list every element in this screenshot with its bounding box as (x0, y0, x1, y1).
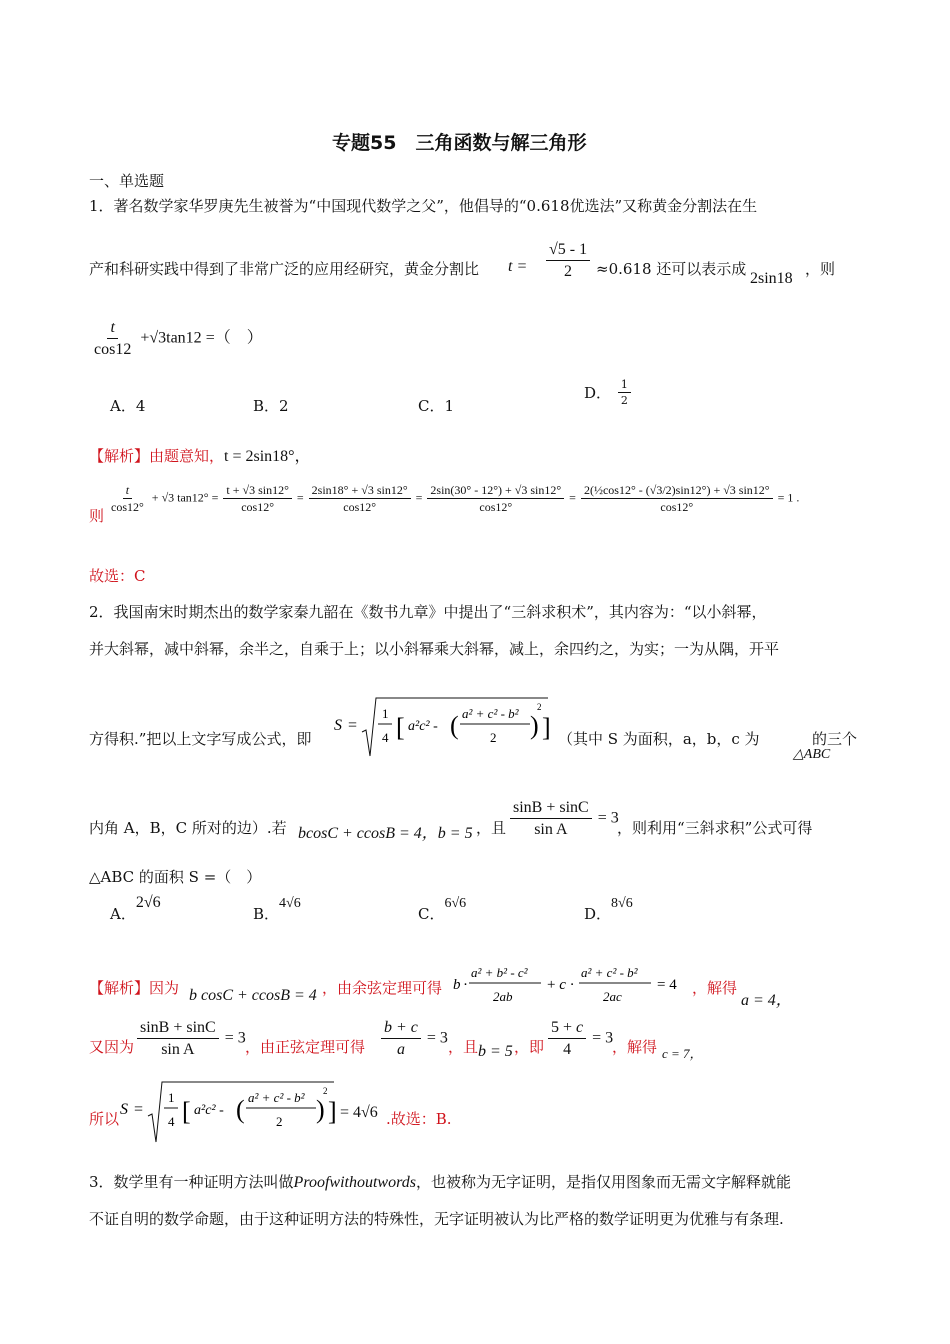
q1-line2-mid: ≈0.618 还可以表示成 (596, 260, 747, 278)
q2-cosine-law (453, 963, 693, 1012)
svg-text:b: b (453, 977, 461, 993)
svg-text:): ) (530, 711, 539, 740)
svg-text:2: 2 (276, 1114, 283, 1129)
q2-option-d[interactable]: D．8√6 (584, 896, 633, 923)
page-title: 专题55 三角函数与解三角形 (332, 132, 587, 154)
q1-option-c[interactable]: C．1 (418, 397, 455, 415)
q2-line1: 2．我国南宋时期杰出的数学家秦九韶在《数书九章》中提出了“三斜求积术”，其内容为：“以小斜幂， (89, 603, 767, 621)
q2-j3-formula (120, 1080, 340, 1144)
svg-text:1: 1 (168, 1090, 175, 1105)
q2-triangle: △ABC (793, 747, 831, 762)
q2-j2-eq: $\frac{5 + c}{4}$ = 3 (546, 1018, 613, 1059)
q2-j3-pre: 所以 (89, 1110, 120, 1128)
q2-line2: 并大斜幂，减中斜幂，余半之，自乘于上；以小斜幂乘大斜幂，减上，余四约之，为实；一为从隅，开平 (89, 640, 780, 658)
svg-text:]: ] (328, 1097, 337, 1126)
q2-cond2: $\frac{\sin B + \sin C}{\text{sin A}}$ = 3 (508, 798, 619, 839)
q2-jiexi-expr: b cosC + ccosB = 4 (189, 987, 317, 1004)
q2-j2-ji: ，即 (514, 1038, 545, 1056)
svg-text:+ c ·: + c · (547, 977, 575, 993)
svg-text:a²c² -: a²c² - (408, 719, 438, 734)
q1-golden-ratio: $\frac{√5 - 1}{2}$ (544, 240, 592, 281)
q1-stem: $\frac{t}{\cos 12}$ +√3tan12 =（ ） (94, 319, 263, 359)
section-heading: 一、单选题 (89, 172, 165, 190)
svg-text:a² + b² - c²: a² + b² - c² (471, 965, 528, 980)
q1-option-d[interactable]: D． $\frac{1}{2}$ (584, 378, 633, 407)
svg-text:a² + c² - b²: a² + c² - b² (248, 1090, 305, 1105)
svg-text:·: · (463, 977, 468, 993)
svg-text:4: 4 (382, 730, 389, 745)
q2-line3-post: （其中 S 为面积，a，b，c 为 (558, 730, 760, 748)
svg-text:=: = (134, 1101, 144, 1118)
q1-t-eq: t = (508, 258, 528, 275)
q2-j2-c: c = 7， (662, 1046, 703, 1061)
q2-line3-end: 的三个 (812, 730, 858, 748)
q2-option-a[interactable]: A．2√6 (110, 894, 161, 923)
q2-j3-result: = 4√6 (340, 1104, 378, 1121)
svg-text:(: ( (450, 711, 459, 740)
q2-j2-pre: 又因为 (89, 1038, 135, 1056)
svg-text:1: 1 (382, 706, 389, 721)
svg-text:4: 4 (168, 1114, 175, 1129)
q2-line4-post: ，则利用“三斜求积”公式可得 (617, 819, 813, 837)
svg-text:a² + c² - b²: a² + c² - b² (462, 706, 519, 721)
q1-sin18-expr: 2sin18 (750, 270, 793, 287)
svg-text:=: = (348, 717, 358, 734)
svg-text:]: ] (542, 713, 551, 742)
q1-ze: 则 (89, 507, 105, 525)
svg-text:2ab: 2ab (493, 989, 513, 1004)
q2-j2-b: b = 5 (478, 1043, 513, 1060)
q2-option-c[interactable]: C．6√6 (418, 896, 467, 923)
svg-text:S: S (120, 1101, 128, 1118)
q2-option-b[interactable]: B．4√6 (253, 896, 301, 923)
q1-line2-post: ，则 (805, 260, 836, 278)
q2-j2-qie: ，且 (448, 1038, 479, 1056)
q1-line1: 1．著名数学家华罗庚先生被誉为“中国现代数学之父”，他倡导的“0.618优选法”又称黄金分割法在生 (89, 197, 758, 215)
svg-text:2: 2 (490, 730, 497, 745)
q2-line3-pre: 方得积.”把以上文字写成公式，即 (89, 730, 312, 748)
q1-answer: 故选：C (89, 567, 146, 585)
q2-line4-pre: 内角 A，B，C 所对的边）.若 (89, 819, 287, 837)
q2-qie: ，且 (476, 819, 507, 837)
svg-text:= 4: = 4 (657, 977, 677, 993)
svg-text:(: ( (236, 1095, 245, 1124)
svg-text:S: S (334, 717, 342, 734)
svg-text:): ) (316, 1095, 325, 1124)
q2-j3-post: .故选：B. (386, 1110, 452, 1128)
q3-line2: 不证自明的数学命题，由于这种证明方法的特殊性，无字证明被认为比严格的数学证明更为优雅与有条理. (89, 1210, 784, 1228)
svg-text:2ac: 2ac (603, 989, 622, 1004)
svg-text:[: [ (396, 713, 405, 742)
q2-jiexi-a: a = 4， (741, 992, 792, 1009)
q1-line2-text: 产和科研实践中得到了非常广泛的应用经研究，黄金分割比 (89, 260, 480, 278)
q2-cond1: bcosC + ccosB = 4，b = 5 (298, 825, 473, 842)
q2-j2-frac: $\frac{\sin B + \sin C}{\text{sin A}}$ = 3 (135, 1018, 246, 1059)
q1-chain: $\frac{t}{\cos 12^\circ}$ + √3 tan12° = $\frac{t + √3 \sin 12^\circ}{\cos 12^\circ}$ = $\frac{2\sin 18^\circ + √3 \sin 12^\circ}{\cos 12^\circ}$ = $\frac{2\sin(30^\circ - 12^\circ) + √3 \sin 12^\circ}{\cos 12^\circ}$ = $\frac{\text{2(½cos12° - (√3/2)sin12°) + √3 sin12°}}{\cos 12^\circ}$ = 1 . (111, 483, 800, 515)
svg-text:2: 2 (537, 702, 542, 712)
q1-option-a[interactable]: A．4 (110, 397, 146, 415)
q1-option-b[interactable]: B．2 (253, 397, 289, 415)
q1-line2 (89, 258, 479, 279)
svg-text:[: [ (182, 1097, 191, 1126)
q2-line5: △ABC 的面积 S =（ ） (89, 868, 262, 886)
svg-text:a²c² -: a²c² - (194, 1103, 224, 1118)
q1-jiexi: 【解析】由题意知，t = 2sin18°， (89, 447, 311, 465)
q2-j2-sine-law: $\frac{b + c}{a}$ = 3 (379, 1018, 448, 1059)
q2-jiexi-label: 【解析】因为 (89, 979, 180, 997)
q2-j2-post: ，解得 (612, 1038, 658, 1056)
q2-jiexi-mid: ，由余弦定理可得 (322, 979, 443, 997)
q3-line1: 3．数学里有一种证明方法叫做Proofwithoutwords，也被称为无字证明，是指仅用图象而无需文字解释就能 (89, 1173, 791, 1191)
q2-j2-mid: ，由正弦定理可得 (245, 1038, 366, 1056)
q2-jiexi-post: ，解得 (692, 979, 738, 997)
svg-text:2: 2 (323, 1086, 328, 1096)
svg-text:a² + c² - b²: a² + c² - b² (581, 965, 638, 980)
